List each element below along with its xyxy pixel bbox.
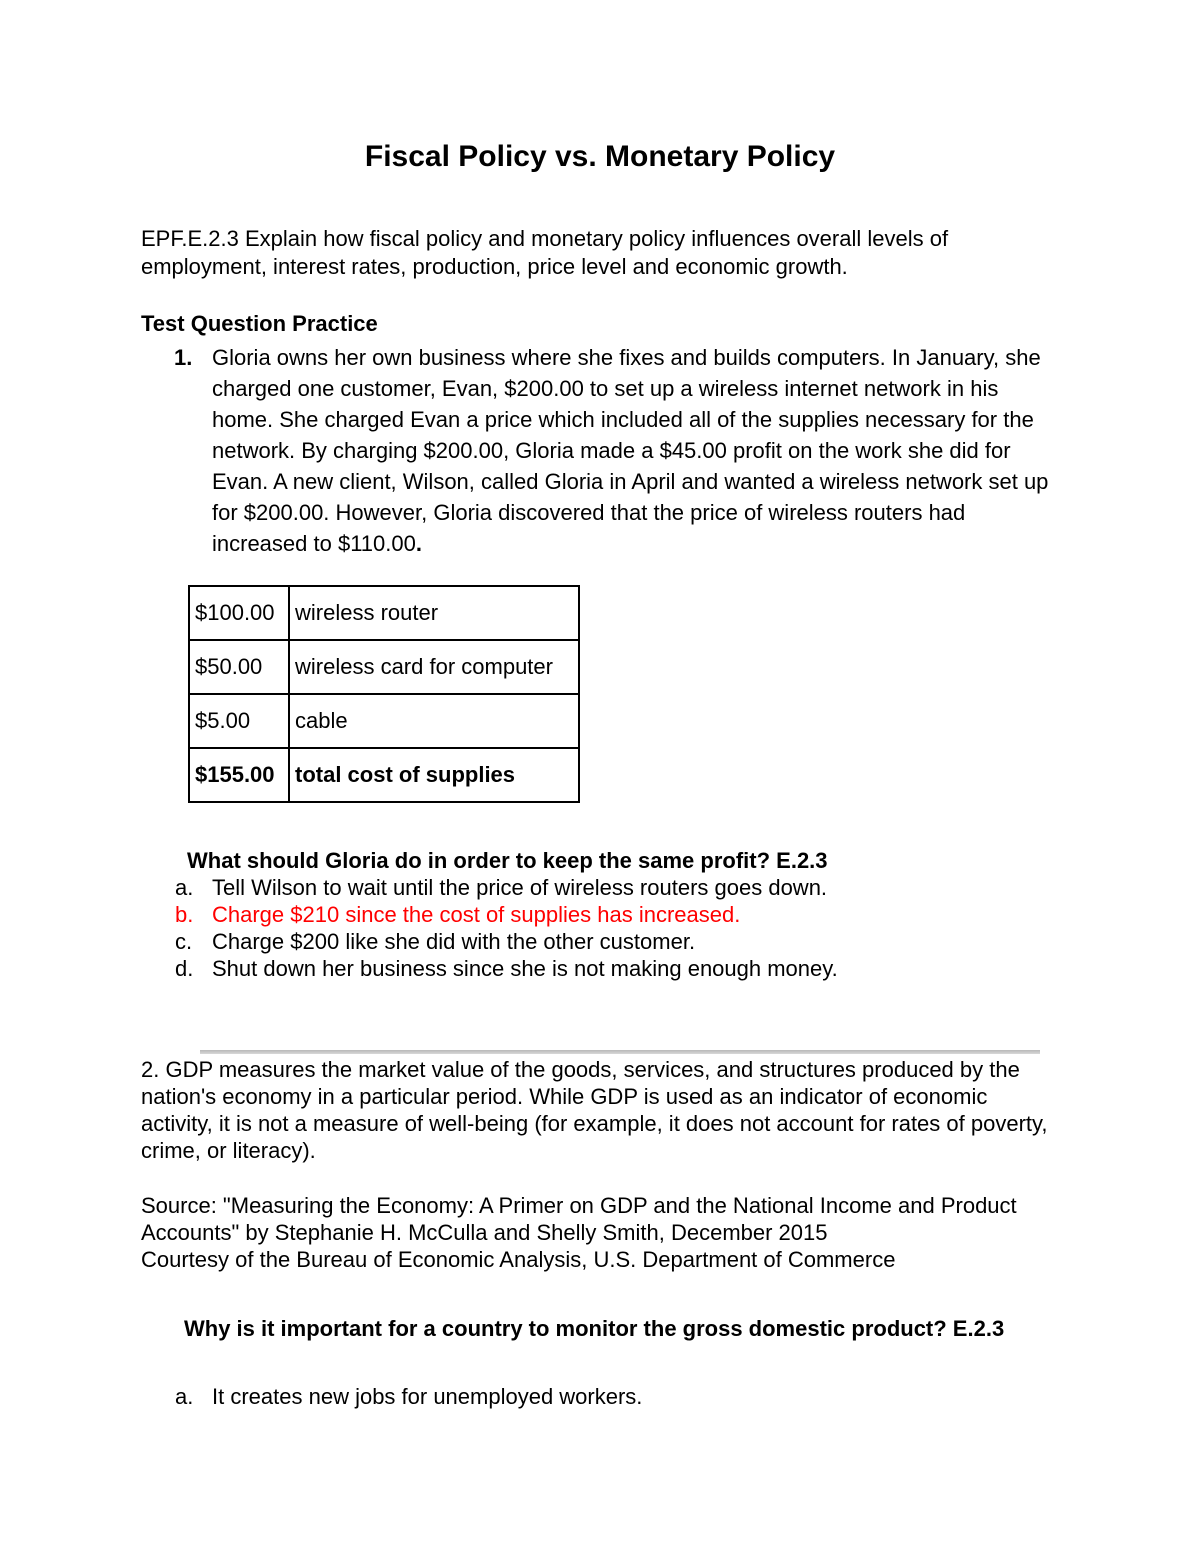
item-cell: cable — [289, 694, 579, 748]
source-citation — [141, 1192, 1061, 1273]
question-1-number: 1. — [174, 345, 193, 370]
total-item-cell: total cost of supplies — [289, 748, 579, 802]
choice-letter: b. — [175, 902, 194, 927]
price-cell: $100.00 — [189, 586, 289, 640]
choice-letter: c. — [175, 929, 193, 954]
table-row — [189, 586, 579, 640]
table-row — [189, 640, 579, 694]
choice-letter: a. — [175, 875, 194, 900]
choice-text: Charge $210 since the cost of supplies has increased. — [212, 902, 741, 927]
section-divider — [200, 1050, 1040, 1054]
choice-text: Charge $200 like she did with the other customer. — [212, 929, 696, 954]
total-price-cell: $155.00 — [189, 748, 289, 802]
choice-text: Tell Wilson to wait until the price of wireless routers goes down. — [212, 875, 828, 900]
question-1-text — [212, 342, 1062, 559]
question-1-prompt: What should Gloria do in order to keep the same profit? E.2.3 — [187, 848, 828, 873]
choice-letter: d. — [175, 956, 194, 981]
question-2-prompt: Why is it important for a country to monitor the gross domestic product? E.2.3 — [184, 1316, 1005, 1341]
item-cell: wireless card for computer — [289, 640, 579, 694]
choice-text: Shut down her business since she is not making enough money. — [212, 956, 838, 981]
choice-letter: a. — [175, 1384, 194, 1409]
question-1-end: . — [415, 531, 422, 556]
question-1-body: Gloria owns her own business where she fixes and builds computers. In January, she charged one customer, Evan, $200.00 to set up a wireless internet network in his home. She charged Evan a price which included all of the supplies necessary for the network. By charging $200.00, Gloria made a $45.00 profit on the work she did for Evan. A new client, Wilson, called Gloria in April and wanted a wireless network set up for $200.00. However, Gloria discovered that the price of wireless routers had increased to $110.00 — [212, 345, 1049, 556]
item-cell: wireless router — [289, 586, 579, 640]
supplies-table — [188, 585, 580, 803]
standard-text: EPF.E.2.3 Explain how fiscal policy and monetary policy influences overall levels of employment, interest rates, production, price level and economic growth. — [141, 226, 949, 279]
page-title: Fiscal Policy vs. Monetary Policy — [364, 140, 836, 173]
source-line: Source: "Measuring the Economy: A Primer on GDP and the National Income and Product Accounts" by Stephanie H. McCulla and Shelly Smith, December 2015 — [141, 1193, 1017, 1245]
price-cell: $50.00 — [189, 640, 289, 694]
table-row — [189, 694, 579, 748]
choice-text: It creates new jobs for unemployed workers. — [212, 1384, 643, 1409]
source-courtesy: Courtesy of the Bureau of Economic Analysis, U.S. Department of Commerce — [141, 1247, 896, 1272]
section-heading: Test Question Practice — [141, 311, 378, 336]
table-row-total — [189, 748, 579, 802]
price-cell: $5.00 — [189, 694, 289, 748]
question-2-text: 2. GDP measures the market value of the goods, services, and structures produced by the nation's economy in a particular period. While GDP is used as an indicator of economic activity, it is not a measure of well-being (for example, it does not account for rates of poverty, crime, or literacy). — [141, 1057, 1048, 1163]
